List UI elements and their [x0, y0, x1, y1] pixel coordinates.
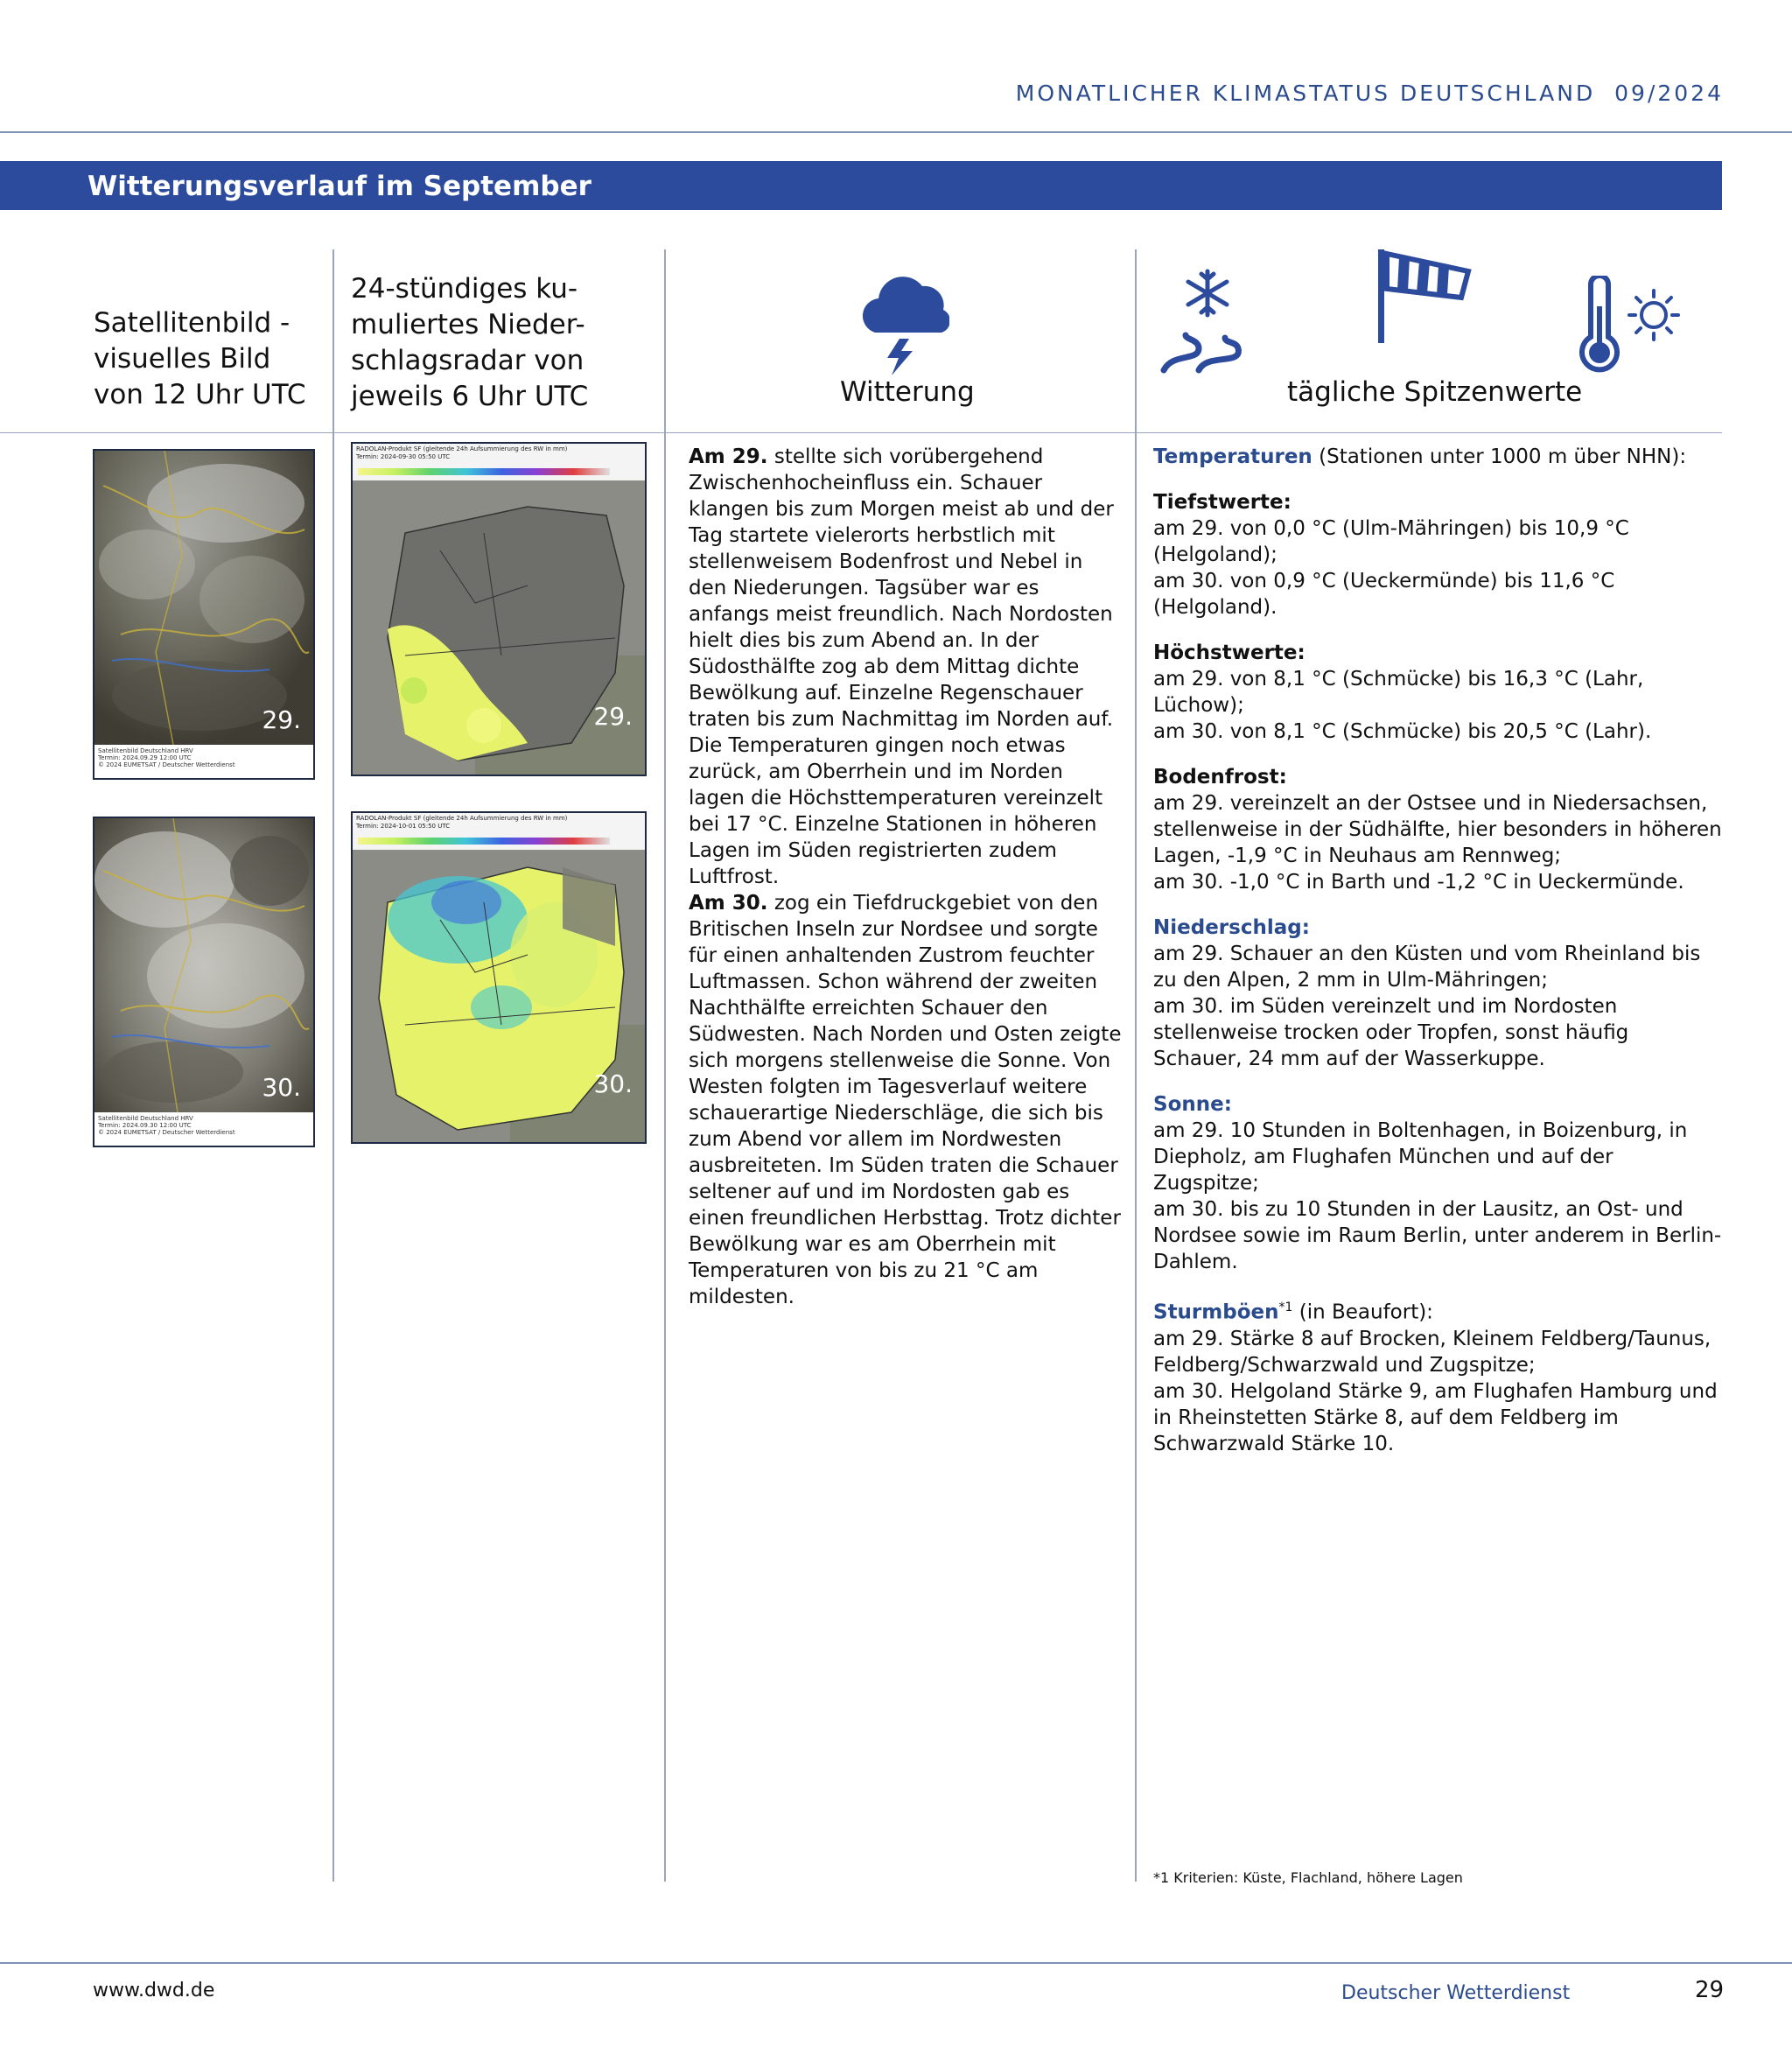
- radar-header-30: [353, 813, 645, 850]
- sunshine-line-29: am 29. 10 Stunden in Boltenhagen, in Boizenburg, in Diepholz, am Flughafen München und auf der Zugspitze;: [1153, 1119, 1688, 1195]
- snowflake-road-icon: [1159, 267, 1264, 376]
- satellite-day-label-29: 29.: [262, 705, 301, 734]
- temperature-title: Temperaturen: [1153, 445, 1312, 468]
- storm-note: (in Beaufort):: [1292, 1300, 1433, 1324]
- column-heading-peaks: tägliche Spitzenwerte: [1287, 376, 1583, 408]
- storm-heading: [1153, 1294, 1722, 1326]
- temperature-note: (Stationen unter 1000 m über NHN):: [1312, 445, 1687, 468]
- weather-narrative: [689, 444, 1122, 1310]
- peak-values: [1153, 444, 1722, 1457]
- column-heading-radar: 24-stündiges ku- muliertes Nieder- schlagsradar von jeweils 6 Uhr UTC: [351, 273, 589, 412]
- radar-colorscale-30: [358, 838, 610, 845]
- radar-colorscale-29: [358, 468, 610, 475]
- precipitation-line-29: am 29. Schauer an den Küsten und vom Rheinland bis zu den Alpen, 2 mm in Ulm-Mähringen;: [1153, 943, 1701, 992]
- storm-title: Sturmböen: [1153, 1300, 1279, 1324]
- radar-caption-30: RADOLAN-Produkt SF (gleitende 24h Aufsummierung des RW in mm) Termin: 2024-10-01 05:50 UTC: [356, 815, 568, 830]
- min-values-line-30: am 30. von 0,9 °C (Ueckermünde) bis 11,6 °C (Helgoland).: [1153, 570, 1615, 619]
- thermometer-sun-icon: [1575, 276, 1689, 376]
- precipitation-title: Niederschlag:: [1153, 916, 1310, 939]
- cloud-lightning-icon: [858, 258, 949, 376]
- temperature-heading: [1153, 444, 1722, 470]
- column-divider-1: [332, 249, 334, 1882]
- column-divider-2: [664, 249, 666, 1882]
- radar-image-30: [351, 811, 647, 1144]
- footer-rule: [0, 1962, 1792, 1964]
- windsock-icon: [1374, 245, 1474, 346]
- satellite-map-30: [94, 818, 313, 1112]
- satellite-day-label-30: 30.: [262, 1073, 301, 1102]
- max-values-line-30: am 30. von 8,1 °C (Schmücke) bis 20,5 °C (Lahr).: [1153, 720, 1652, 743]
- satellite-image-29: [93, 449, 315, 780]
- storm-line-30: am 30. Helgoland Stärke 9, am Flughafen Hamburg und in Rheinstetten Stärke 8, auf dem Feldberg im Schwarzwald Stärke 10.: [1153, 1379, 1718, 1455]
- weather-day-29: [689, 444, 1122, 890]
- radar-day-label-30: 30.: [593, 1069, 633, 1098]
- ground-frost-title: Bodenfrost:: [1153, 766, 1287, 789]
- min-values-title: Tiefstwerte:: [1153, 491, 1292, 514]
- column-divider-3: [1135, 249, 1137, 1882]
- radar-image-29: [351, 442, 647, 776]
- column-heading-weather: Witterung: [840, 376, 975, 408]
- weather-day-29-lead: Am 29.: [689, 445, 768, 468]
- sunshine-title: Sonne:: [1153, 1093, 1232, 1116]
- radar-header-29: [353, 444, 645, 480]
- header-rule: [0, 131, 1792, 133]
- column-heading-satellite: Satellitenbild - visuelles Bild von 12 Uhr UTC: [94, 307, 306, 410]
- footer-organization: Deutscher Wetterdienst: [1341, 1982, 1571, 2004]
- min-values-line-29: am 29. von 0,0 °C (Ulm-Mähringen) bis 10,9 °C (Helgoland);: [1153, 517, 1629, 566]
- weather-day-30: [689, 890, 1122, 1310]
- ground-frost-line-29: am 29. vereinzelt an der Ostsee und in Niedersachsen, stellenweise in der Südhälfte, hier besonders in höheren Lagen, -1,9 °C in Neuhaus am Rennweg;: [1153, 792, 1722, 867]
- document-header-title: MONATLICHER KLIMASTATUS DEUTSCHLAND 09/2024: [1015, 81, 1724, 106]
- sunshine-line-30: am 30. bis zu 10 Stunden in der Lausitz, an Ost- und Nordsee sowie im Raum Berlin, unter anderem in Berlin-Dahlem.: [1153, 1198, 1722, 1273]
- max-values-title: Höchstwerte:: [1153, 641, 1306, 664]
- section-title: Witterungsverlauf im September: [88, 171, 592, 202]
- weather-day-29-text: stellte sich vorübergehend Zwischenhocheinfluss ein. Schauer klangen bis zum Morgen meist ab und der Tag startete vielerorts herbstlich mit stellenweisem Bodenfrost und Nebel in den Niederungen. Tagsüber war es anfangs meist freundlich. Nach Nordosten hielt dies bis zum Abend an. In der Südosthälfte zog ab dem Mittag dichte Bewölkung auf. Einzelne Regenschauer traten bis zum Nachmittag im Norden auf. Die Temperaturen gingen noch etwas zurück, am Oberrhein und im Norden lagen die Höchsttemperaturen vereinzelt bei 17 °C. Einzelne Stationen in höheren Lagen im Süden registrierten zudem Luftfrost.: [689, 445, 1114, 888]
- weather-day-30-text: zog ein Tiefdruckgebiet von den Britischen Inseln zur Nordsee und sorgte für einen anhaltenden Zustrom feuchter Luftmassen. Schon während der zweiten Nachthälfte erreichten Schauer den Südwesten. Nach Norden und Osten zeigte sich morgens stellenweise die Sonne. Von Westen folgten im Tagesverlauf weitere schauerartige Niederschläge, die sich bis zum Abend vor allem im Nordwesten ausbreiteten. Im Süden traten die Schauer seltener auf und im Nordosten gab es einen freundlichen Herbsttag. Trotz dichter Bewölkung war es am Oberrhein mit Temperaturen von bis zu 21 °C am mildesten.: [689, 892, 1122, 1308]
- column-header-rule: [0, 432, 1722, 433]
- radar-day-label-29: 29.: [593, 702, 633, 731]
- weather-day-30-lead: Am 30.: [689, 892, 768, 915]
- footer-url-link[interactable]: www.dwd.de: [93, 1980, 215, 2001]
- satellite-caption-30: Satellitenbild Deutschland HRV Termin: 2024.09.30 12:00 UTC © 2024 EUMETSAT / Deutscher Wetterdienst: [94, 1112, 313, 1146]
- satellite-map-29: [94, 451, 313, 745]
- storm-line-29: am 29. Stärke 8 auf Brocken, Kleinem Feldberg/Taunus, Feldberg/Schwarzwald und Zugspitze;: [1153, 1327, 1712, 1377]
- max-values-line-29: am 29. von 8,1 °C (Schmücke) bis 16,3 °C (Lahr, Lüchow);: [1153, 668, 1644, 717]
- ground-frost-line-30: am 30. -1,0 °C in Barth und -1,2 °C in Ueckermünde.: [1153, 871, 1684, 894]
- precipitation-line-30: am 30. im Süden vereinzelt und im Nordosten stellenweise trocken oder Tropfen, sonst häufig Schauer, 24 mm auf der Wasserkuppe.: [1153, 995, 1629, 1070]
- page-number: 29: [1695, 1977, 1725, 2003]
- radar-caption-29: RADOLAN-Produkt SF (gleitende 24h Aufsummierung des RW in mm) Termin: 2024-09-30 05:50 UTC: [356, 445, 568, 460]
- footnote: *1 Kriterien: Küste, Flachland, höhere Lagen: [1153, 1869, 1463, 1886]
- storm-footnote-marker: *1: [1278, 1300, 1293, 1314]
- satellite-caption-29: Satellitenbild Deutschland HRV Termin: 2024.09.29 12:00 UTC © 2024 EUMETSAT / Deutscher Wetterdienst: [94, 745, 313, 778]
- satellite-image-30: [93, 817, 315, 1147]
